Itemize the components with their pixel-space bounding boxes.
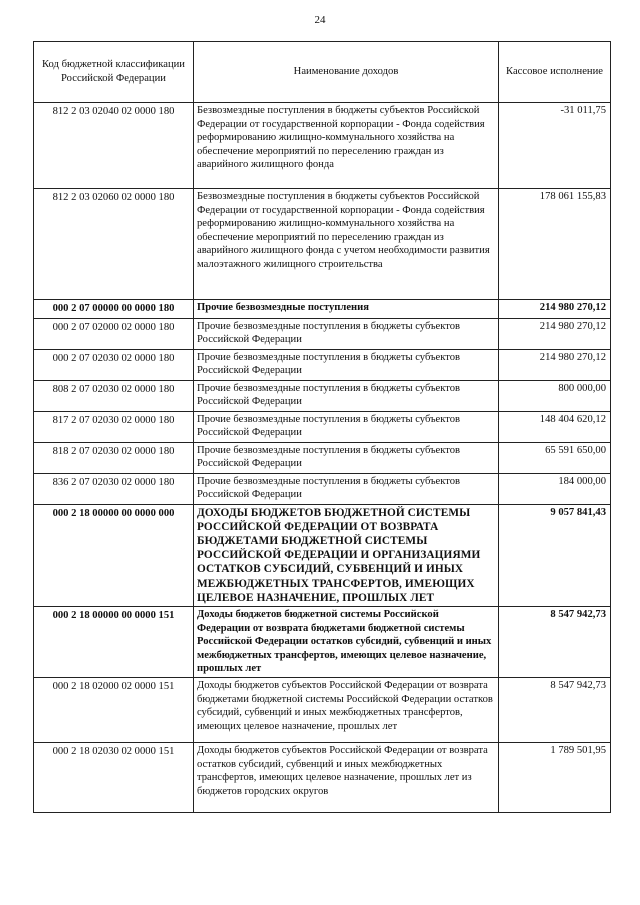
table-row	[34, 677, 611, 742]
row-code: 812 2 03 02060 02 0000 180	[34, 189, 194, 300]
table-row	[34, 473, 611, 504]
row-code: 000 2 07 00000 00 0000 180	[34, 300, 194, 319]
row-code: 818 2 07 02030 02 0000 180	[34, 442, 194, 473]
row-amount: 800 000,00	[499, 380, 611, 411]
row-code: 000 2 07 02000 02 0000 180	[34, 318, 194, 349]
row-amount: 214 980 270,12	[499, 300, 611, 319]
row-code: 000 2 18 02030 02 0000 151	[34, 742, 194, 812]
row-code: 000 2 07 02030 02 0000 180	[34, 349, 194, 380]
row-name: Прочие безвозмездные поступления в бюджеты субъектов Российской Федерации	[194, 442, 499, 473]
table-row	[34, 349, 611, 380]
row-name: Прочие безвозмездные поступления в бюджеты субъектов Российской Федерации	[194, 318, 499, 349]
row-code: 000 2 18 00000 00 0000 151	[34, 607, 194, 678]
revenue-table	[33, 41, 611, 813]
row-code: 817 2 07 02030 02 0000 180	[34, 411, 194, 442]
header-amount: Кассовое исполнение	[499, 42, 611, 103]
row-name: Доходы бюджетов субъектов Российской Федерации от возврата бюджетами бюджетной системы Российской Федерации остатков субсидий, субвенций и иных межбюджетных трансфертов, имеющих целевое назначение, прошлых лет	[194, 677, 499, 742]
row-code: 000 2 18 00000 00 0000 000	[34, 504, 194, 606]
row-amount: 1 789 501,95	[499, 742, 611, 812]
row-name: Прочие безвозмездные поступления	[194, 300, 499, 319]
row-code: 812 2 03 02040 02 0000 180	[34, 103, 194, 189]
table-row	[34, 504, 611, 606]
table-row	[34, 318, 611, 349]
row-amount: 148 404 620,12	[499, 411, 611, 442]
row-amount: 214 980 270,12	[499, 349, 611, 380]
row-name: Прочие безвозмездные поступления в бюджеты субъектов Российской Федерации	[194, 411, 499, 442]
row-amount: 8 547 942,73	[499, 607, 611, 678]
table-row	[34, 607, 611, 678]
row-amount: 214 980 270,12	[499, 318, 611, 349]
page-number: 24	[314, 14, 326, 26]
row-code: 000 2 18 02000 02 0000 151	[34, 677, 194, 742]
row-amount: 8 547 942,73	[499, 677, 611, 742]
row-amount: 178 061 155,83	[499, 189, 611, 300]
table-row	[34, 103, 611, 189]
row-name: Прочие безвозмездные поступления в бюджеты субъектов Российской Федерации	[194, 380, 499, 411]
header-code: Код бюджетной классификации Российской Федерации	[34, 42, 194, 103]
row-name: Безвозмездные поступления в бюджеты субъектов Российской Федерации от государственной корпорации - Фонда содействия реформированию жилищно-коммунального хозяйства на обеспечение мероприятий по переселению граждан из аварийного жилищного фонда	[194, 103, 499, 189]
table-row	[34, 411, 611, 442]
row-amount: 184 000,00	[499, 473, 611, 504]
row-name: Безвозмездные поступления в бюджеты субъектов Российской Федерации от государственной корпорации - Фонда содействия реформированию жилищно-коммунального хозяйства на обеспечение мероприятий по переселению граждан из аварийного жилищного фонда с учетом необходимости развития малоэтажного жилищного строительства	[194, 189, 499, 300]
row-name: Прочие безвозмездные поступления в бюджеты субъектов Российской Федерации	[194, 349, 499, 380]
table-row	[34, 300, 611, 319]
row-code: 808 2 07 02030 02 0000 180	[34, 380, 194, 411]
table-row	[34, 380, 611, 411]
row-amount: 9 057 841,43	[499, 504, 611, 606]
table-row	[34, 442, 611, 473]
table-row	[34, 189, 611, 300]
row-amount: 65 591 650,00	[499, 442, 611, 473]
header-name: Наименование доходов	[194, 42, 499, 103]
row-name: Доходы бюджетов субъектов Российской Федерации от возврата остатков субсидий, субвенций и иных межбюджетных трансфертов, имеющих целевое назначение, прошлых лет из бюджетов городских округов	[194, 742, 499, 812]
table-row	[34, 742, 611, 812]
row-name: Доходы бюджетов бюджетной системы Российской Федерации от возврата бюджетами бюджетной системы Российской Федерации остатков субсидий, субвенций и иных межбюджетных трансфертов, имеющих целевое назначение, прошлых лет	[194, 607, 499, 678]
row-name: ДОХОДЫ БЮДЖЕТОВ БЮДЖЕТНОЙ СИСТЕМЫ РОССИЙСКОЙ ФЕДЕРАЦИИ ОТ ВОЗВРАТА БЮДЖЕТАМИ БЮДЖЕТНОЙ СИСТЕМЫ РОССИЙСКОЙ ФЕДЕРАЦИИ И ОРГАНИЗАЦИЯМИ ОСТАТКОВ СУБСИДИЙ, СУБВЕНЦИЙ И ИНЫХ МЕЖБЮДЖЕТНЫХ ТРАНСФЕРТОВ, ИМЕЮЩИХ ЦЕЛЕВОЕ НАЗНАЧЕНИЕ, ПРОШЛЫХ ЛЕТ	[194, 504, 499, 606]
row-amount: -31 011,75	[499, 103, 611, 189]
row-code: 836 2 07 02030 02 0000 180	[34, 473, 194, 504]
table-header-row	[34, 42, 611, 103]
row-name: Прочие безвозмездные поступления в бюджеты субъектов Российской Федерации	[194, 473, 499, 504]
